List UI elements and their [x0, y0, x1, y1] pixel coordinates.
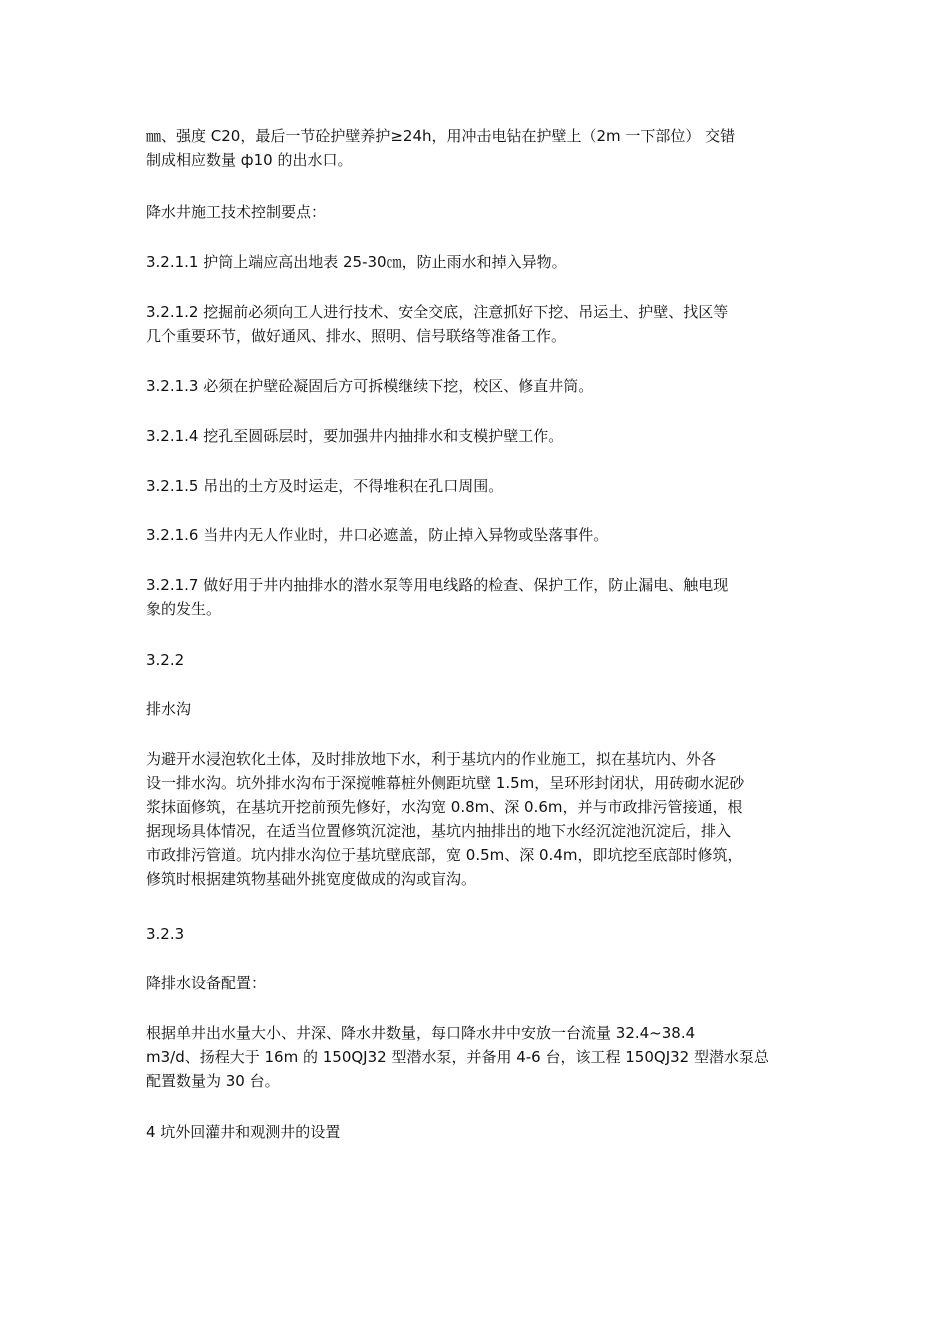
paragraph-pump-configuration [146, 1021, 816, 1093]
text-line: 3.2.1.4 挖孔至圆砾层时，要加强井内抽排水和支模护壁工作。 [146, 427, 564, 445]
text-line: 3.2.1.1 护筒上端应高出地表 25-30㎝，防止雨水和掉入异物。 [146, 253, 567, 271]
text-line: 制成相应数量 ф10 的出水口。 [146, 151, 353, 169]
text-line: 排水沟 [146, 700, 192, 718]
text-line: 降水井施工技术控制要点： [146, 203, 327, 221]
clause-3-2-1-2 [146, 300, 816, 348]
text-line: 3.2.1.2 挖掘前必须向工人进行技术、安全交底，注意抓好下挖、吊运土、护壁、找区等 [146, 303, 729, 321]
text-line: 据现场具体情况，在适当位置修筑沉淀池，基坑内抽排出的地下水经沉淀池沉淀后，排入 [146, 822, 732, 840]
text-line: 浆抹面修筑，在基坑开挖前预先修好，水沟宽 0.8m、深 0.6m，并与市政排污管接通，根 [146, 798, 743, 816]
section-title-drainage-ditch [146, 697, 816, 721]
clause-3-2-1-7 [146, 573, 816, 621]
text-line: 3.2.2 [146, 651, 185, 669]
text-line: 3.2.1.7 做好用于井内抽排水的潜水泵等用电线路的检查、保护工作，防止漏电、触电现 [146, 576, 729, 594]
text-line: 3.2.1.6 当井内无人作业时，井口必遮盖，防止掉入异物或坠落事件。 [146, 526, 609, 544]
text-line: 3.2.1.3 必须在护壁砼凝固后方可拆模继续下挖，校区、修直井筒。 [146, 377, 594, 395]
clause-3-2-1-3 [146, 374, 816, 398]
text-line: 根据单井出水量大小、井深、降水井数量，每口降水井中安放一台流量 32.4~38.4 [146, 1024, 696, 1042]
heading-section-4 [146, 1120, 816, 1144]
text-line: ㎜、强度 C20，最后一节砼护壁养护≥24h，用冲击电钻在护壁上（2m 一下部位） 交错 [146, 127, 736, 145]
text-line: 3.2.1.5 吊出的土方及时运走，不得堆积在孔口周围。 [146, 477, 504, 495]
text-line: 修筑时根据建筑物基础外挑宽度做成的沟或盲沟。 [146, 870, 477, 888]
paragraph-well-wall-outlets [146, 124, 816, 172]
text-line: 3.2.3 [146, 925, 185, 943]
text-line: 市政排污管道。坑内排水沟位于基坑壁底部，宽 0.5m、深 0.4m，即坑挖至底部时修筑， [146, 846, 743, 864]
clause-3-2-1-5 [146, 474, 816, 498]
section-number-3-2-3 [146, 922, 816, 946]
clause-3-2-1-1 [146, 250, 816, 274]
clause-3-2-1-6 [146, 523, 816, 547]
section-number-3-2-2 [146, 648, 816, 672]
section-title-equipment [146, 971, 816, 995]
text-line: 为避开水浸泡软化土体，及时排放地下水，利于基坑内的作业施工，拟在基坑内、外各 [146, 750, 717, 768]
paragraph-drainage-ditch [146, 747, 816, 891]
text-line: 设一排水沟。坑外排水沟布于深搅帷幕桩外侧距坑壁 1.5m，呈环形封闭状，用砖砌水泥砂 [146, 774, 745, 792]
text-line: 4 坑外回灌井和观测井的设置 [146, 1123, 341, 1141]
clause-3-2-1-4 [146, 424, 816, 448]
text-line: 配置数量为 30 台。 [146, 1072, 280, 1090]
text-line: m3/d、扬程大于 16m 的 150QJ32 型潜水泵，并备用 4-6 台，该工程 150QJ32 型潜水泵总 [146, 1048, 769, 1066]
text-line: 象的发生。 [146, 600, 222, 618]
heading-dewatering-control-points [146, 200, 816, 224]
text-line: 几个重要环节，做好通风、排水、照明、信号联络等准备工作。 [146, 327, 567, 345]
text-line: 降排水设备配置： [146, 974, 267, 992]
